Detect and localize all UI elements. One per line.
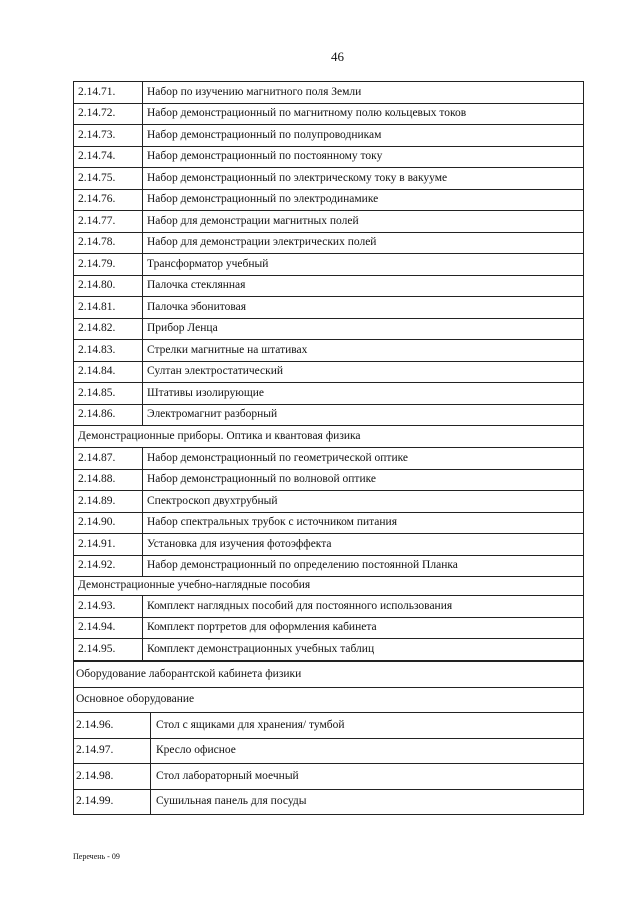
table-row [74,448,584,470]
item-name: Штативы изолирующие [143,383,584,405]
item-name: Кресло офисное [151,738,584,764]
item-number: 2.14.88. [74,469,143,491]
item-number: 2.14.98. [74,764,151,790]
section-header-row [74,687,584,713]
item-number: 2.14.72. [74,103,143,125]
table-row [74,125,584,147]
item-name: Набор демонстрационный по геометрической оптике [143,448,584,470]
item-number: 2.14.81. [74,297,143,319]
item-number: 2.14.95. [74,639,143,661]
item-name: Установка для изучения фотоэффекта [143,534,584,556]
table-row [74,383,584,405]
table-row [74,534,584,556]
item-number: 2.14.93. [74,596,143,618]
table-row [74,232,584,254]
item-number: 2.14.75. [74,168,143,190]
item-name: Набор демонстрационный по полупроводникам [143,125,584,147]
item-number: 2.14.99. [74,789,151,815]
item-name: Комплект наглядных пособий для постоянного использования [143,596,584,618]
table-row [74,168,584,190]
item-name: Набор демонстрационный по волновой оптике [143,469,584,491]
item-number: 2.14.86. [74,404,143,426]
item-name: Стол с ящиками для хранения/ тумбой [151,713,584,739]
item-name: Набор по изучению магнитного поля Земли [143,82,584,104]
table-row [74,512,584,534]
table-row [74,211,584,233]
item-number: 2.14.73. [74,125,143,147]
table-row [74,146,584,168]
item-name: Стол лабораторный моечный [151,764,584,790]
item-number: 2.14.87. [74,448,143,470]
item-number: 2.14.82. [74,318,143,340]
item-number: 2.14.76. [74,189,143,211]
item-number: 2.14.85. [74,383,143,405]
table-row [74,617,584,639]
table-row [74,297,584,319]
item-name: Набор демонстрационный по определению постоянной Планка [143,555,584,577]
table-row [74,361,584,383]
item-number: 2.14.71. [74,82,143,104]
item-number: 2.14.90. [74,512,143,534]
table-row [74,469,584,491]
section-header-row [74,426,584,448]
footer-label: Перечень - 09 [73,852,120,861]
section-header-row [74,662,584,688]
table-row [74,713,584,739]
item-name: Стрелки магнитные на штативах [143,340,584,362]
item-name: Палочка стеклянная [143,275,584,297]
equipment-table-lower [73,661,584,815]
table-row [74,340,584,362]
item-name: Набор спектральных трубок с источником питания [143,512,584,534]
section-title: Демонстрационные учебно-наглядные пособия [74,577,584,596]
item-number: 2.14.96. [74,713,151,739]
item-name: Прибор Ленца [143,318,584,340]
page-number: 46 [331,49,344,64]
item-name: Набор демонстрационный по магнитному полю кольцевых токов [143,103,584,125]
table-row [74,555,584,577]
table-row [74,639,584,661]
item-name: Комплект демонстрационных учебных таблиц [143,639,584,661]
table-row [74,764,584,790]
item-name: Набор демонстрационный по электрическому току в вакууме [143,168,584,190]
item-number: 2.14.94. [74,617,143,639]
table-row [74,82,584,104]
item-name: Комплект портретов для оформления кабинета [143,617,584,639]
item-name: Электромагнит разборный [143,404,584,426]
item-number: 2.14.89. [74,491,143,513]
item-number: 2.14.79. [74,254,143,276]
table-row [74,596,584,618]
item-number: 2.14.74. [74,146,143,168]
item-name: Набор для демонстрации магнитных полей [143,211,584,233]
table-row [74,404,584,426]
item-number: 2.14.97. [74,738,151,764]
equipment-table-upper [73,81,584,661]
table-row [74,491,584,513]
item-name: Султан электростатический [143,361,584,383]
table-row [74,189,584,211]
table-row [74,789,584,815]
item-number: 2.14.92. [74,555,143,577]
section-title: Демонстрационные приборы. Оптика и квантовая физика [74,426,584,448]
section-title: Основное оборудование [74,687,584,713]
table-row [74,254,584,276]
table-row [74,738,584,764]
item-name: Палочка эбонитовая [143,297,584,319]
table-row [74,103,584,125]
item-name: Набор для демонстрации электрических полей [143,232,584,254]
item-number: 2.14.83. [74,340,143,362]
item-name: Трансформатор учебный [143,254,584,276]
item-name: Спектроскоп двухтрубный [143,491,584,513]
section-header-row [74,577,584,596]
table-row [74,318,584,340]
item-number: 2.14.91. [74,534,143,556]
item-name: Набор демонстрационный по постоянному току [143,146,584,168]
item-name: Набор демонстрационный по электродинамике [143,189,584,211]
item-name: Сушильная панель для посуды [151,789,584,815]
item-number: 2.14.80. [74,275,143,297]
item-number: 2.14.77. [74,211,143,233]
table-row [74,275,584,297]
item-number: 2.14.78. [74,232,143,254]
section-title: Оборудование лаборантской кабинета физики [74,662,584,688]
item-number: 2.14.84. [74,361,143,383]
